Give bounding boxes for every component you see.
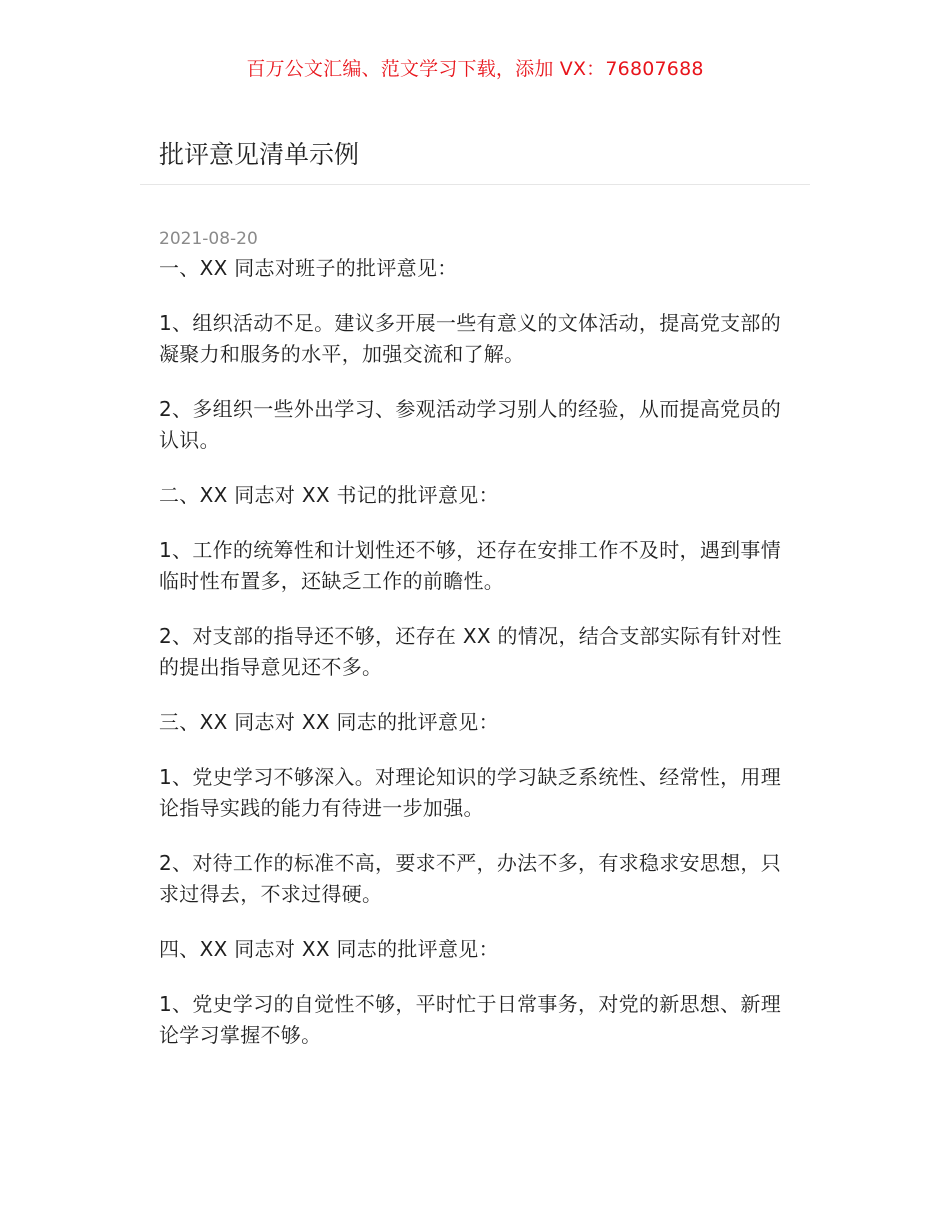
paragraph: 1、党史学习不够深入。对理论知识的学习缺乏系统性、经常性，用理论指导实践的能力有待进一步加强。 — [159, 765, 782, 820]
paragraph: 2、多组织一些外出学习、参观活动学习别人的经验，从而提高党员的认识。 — [159, 397, 782, 452]
paragraph: 2、对待工作的标准不高，要求不严，办法不多，有求稳求安思想，只求过得去，不求过得硬。 — [159, 851, 782, 906]
paragraph: 1、组织活动不足。建议多开展一些有意义的文体活动，提高党支部的凝聚力和服务的水平，加强交流和了解。 — [159, 311, 782, 366]
title-divider — [140, 184, 810, 185]
publish-date: 2021-08-20 — [159, 229, 258, 249]
section-heading: 二、XX 同志对 XX 书记的批评意见： — [159, 483, 499, 507]
section-heading: 三、XX 同志对 XX 同志的批评意见： — [159, 710, 499, 734]
section-heading: 四、XX 同志对 XX 同志的批评意见： — [159, 937, 499, 961]
paragraph: 1、党史学习的自觉性不够，平时忙于日常事务，对党的新思想、新理论学习掌握不够。 — [159, 992, 782, 1047]
article-title: 批评意见清单示例 — [159, 140, 360, 169]
paragraph: 1、工作的统筹性和计划性还不够，还存在安排工作不及时，遇到事情临时性布置多，还缺乏工作的前瞻性。 — [159, 538, 782, 593]
article-body — [159, 253, 799, 1075]
paragraph: 2、对支部的指导还不够，还存在 XX 的情况，结合支部实际有针对性的提出指导意见还不多。 — [159, 624, 782, 679]
section-heading: 一、XX 同志对班子的批评意见： — [159, 256, 458, 280]
header-banner: 百万公文汇编、范文学习下载，添加 VX：76807688 — [246, 58, 704, 80]
